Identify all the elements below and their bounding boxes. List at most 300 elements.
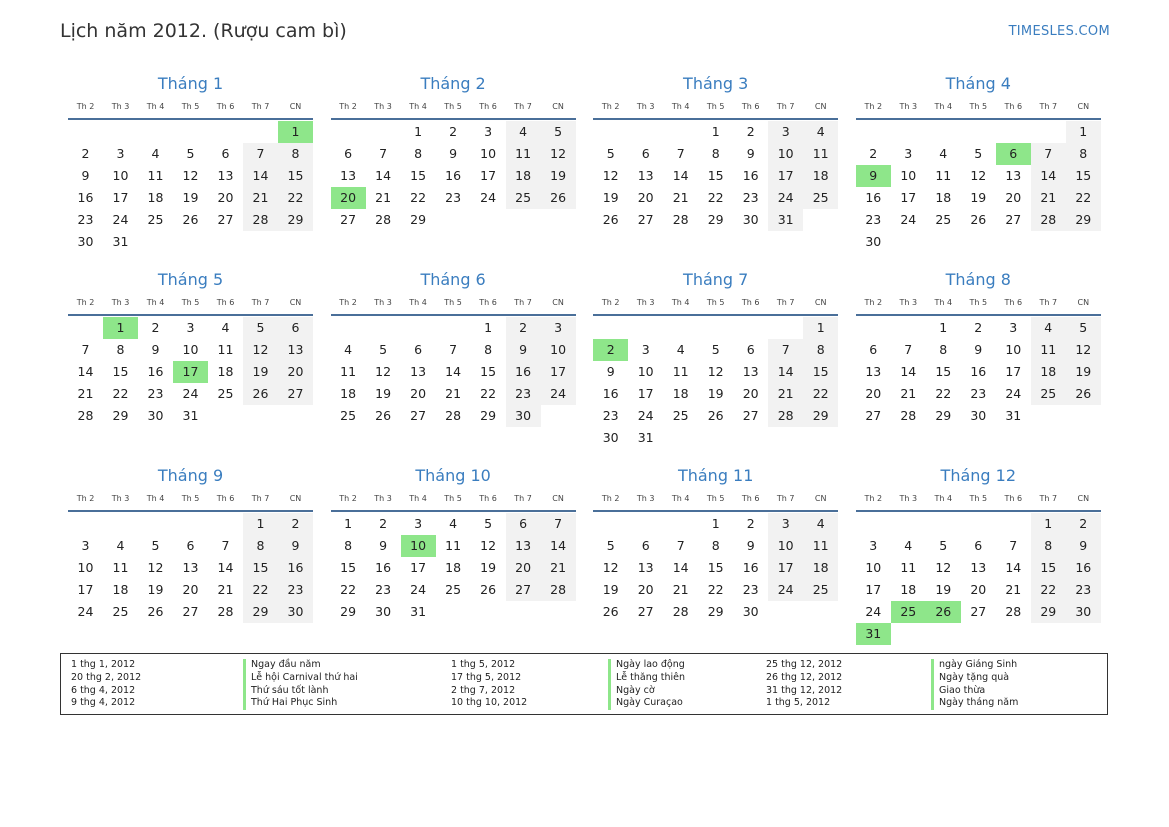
empty-cell <box>663 513 698 535</box>
day-cell: 27 <box>182 604 199 619</box>
legend-holiday-name: Ngày tặng quà <box>931 672 1117 685</box>
day-cell: 31 <box>637 430 654 445</box>
day-cell: 1 <box>344 516 353 531</box>
day-cell: 23 <box>742 190 759 205</box>
day-cell: 23 <box>742 582 759 597</box>
day-cell: 3 <box>116 146 125 161</box>
day-cell: 12 <box>243 339 278 361</box>
site-link[interactable]: TIMESLES.COM <box>1008 24 1110 39</box>
weekday-label: Th 4 <box>934 494 953 503</box>
weekday-label: CN <box>289 102 302 111</box>
day-cell: 3 <box>641 342 650 357</box>
day-cell: 20 <box>506 557 541 579</box>
empty-cell <box>891 317 926 339</box>
empty-cell <box>856 121 891 143</box>
legend-date: 9 thg 4, 2012 <box>71 697 136 709</box>
empty-cell <box>436 317 471 339</box>
weekday-label: Th 4 <box>671 102 690 111</box>
day-cell: 22 <box>480 386 497 401</box>
weekday-label: Th 3 <box>374 494 392 503</box>
day-cell: 21 <box>900 386 917 401</box>
day-cell: 25 <box>217 386 234 401</box>
day-cell: 7 <box>449 342 458 357</box>
day-cell: 6 <box>221 146 230 161</box>
day-cell: 1 <box>414 124 423 139</box>
day-cell: 27 <box>637 604 654 619</box>
day-cell: 10 <box>182 342 199 357</box>
day-cell: 26 <box>970 212 987 227</box>
weekday-label: Th 2 <box>76 298 95 307</box>
day-cell: 5 <box>243 317 278 339</box>
day-cell: 21 <box>541 557 576 579</box>
empty-cell <box>103 513 138 535</box>
day-cell: 26 <box>602 604 619 619</box>
header-rule <box>856 118 1101 120</box>
weekday-header <box>856 488 1101 510</box>
day-cell: 21 <box>445 386 462 401</box>
weekday-label: Th 6 <box>479 102 497 111</box>
weekday-label: Th 2 <box>864 494 883 503</box>
weekday-label: Th 6 <box>1004 494 1023 503</box>
day-cell: 11 <box>900 560 917 575</box>
day-cell: 22 <box>410 190 427 205</box>
day-cell: 13 <box>217 168 234 183</box>
weekday-label: Th 3 <box>636 102 655 111</box>
day-cell: 7 <box>81 342 90 357</box>
day-cell: 24 <box>77 604 94 619</box>
day-cell: 20 <box>410 386 427 401</box>
day-cell: 26 <box>1066 383 1101 405</box>
empty-cell <box>628 317 663 339</box>
holiday-day-cell: 10 <box>401 535 436 557</box>
day-cell: 30 <box>742 212 759 227</box>
day-cell: 16 <box>278 557 313 579</box>
day-cell: 8 <box>344 538 353 553</box>
day-cell: 9 <box>746 538 755 553</box>
day-cell: 23 <box>77 212 94 227</box>
day-cell: 15 <box>340 560 357 575</box>
weekday-label: Th 3 <box>111 102 130 111</box>
weekday-label: CN <box>814 298 827 307</box>
holiday-day-cell: 9 <box>856 165 891 187</box>
day-cell: 23 <box>1066 579 1101 601</box>
weekday-label: Th 3 <box>636 494 655 503</box>
empty-cell <box>103 121 138 143</box>
empty-cell <box>208 513 243 535</box>
day-cell: 27 <box>410 408 427 423</box>
empty-cell <box>593 317 628 339</box>
weekday-label: Th 6 <box>479 298 497 307</box>
day-cell: 13 <box>278 339 313 361</box>
empty-cell <box>926 513 961 535</box>
day-cell: 5 <box>186 146 195 161</box>
day-cell: 11 <box>935 168 952 183</box>
empty-cell <box>68 513 103 535</box>
day-cell: 19 <box>602 582 619 597</box>
weekday-label: Th 3 <box>899 102 918 111</box>
weekday-label: Th 3 <box>899 494 918 503</box>
legend-holiday-name: Lễ hội Carnival thứ hai <box>243 672 451 685</box>
weekday-label: Th 7 <box>514 494 532 503</box>
day-grid <box>68 317 313 427</box>
legend-date: 1 thg 5, 2012 <box>451 659 516 670</box>
day-cell: 21 <box>672 582 689 597</box>
weekday-label: Th 5 <box>444 102 462 111</box>
day-cell: 16 <box>742 560 759 575</box>
weekday-label: CN <box>1077 298 1090 307</box>
day-cell: 8 <box>1066 143 1101 165</box>
empty-cell <box>366 317 401 339</box>
day-cell: 3 <box>869 538 878 553</box>
day-cell: 30 <box>278 601 313 623</box>
day-cell: 12 <box>541 143 576 165</box>
day-cell: 4 <box>1031 317 1066 339</box>
legend-date: 25 thg 12, 2012 <box>766 659 843 670</box>
day-cell: 20 <box>182 582 199 597</box>
day-cell: 13 <box>637 168 654 183</box>
month-title: Tháng 11 <box>677 466 754 485</box>
day-cell: 25 <box>147 212 164 227</box>
day-cell: 13 <box>410 364 427 379</box>
day-cell: 3 <box>768 121 803 143</box>
day-cell: 28 <box>768 405 803 427</box>
day-cell: 31 <box>768 209 803 231</box>
day-cell: 2 <box>449 124 458 139</box>
weekday-label: Th 6 <box>479 494 497 503</box>
day-cell: 5 <box>974 146 983 161</box>
weekday-label: Th 6 <box>216 298 235 307</box>
day-cell: 10 <box>480 146 497 161</box>
day-cell: 21 <box>77 386 94 401</box>
weekday-label: Th 4 <box>146 298 165 307</box>
day-cell: 23 <box>970 386 987 401</box>
day-grid <box>593 317 838 449</box>
day-cell: 19 <box>480 560 497 575</box>
day-cell: 15 <box>112 364 129 379</box>
day-cell: 15 <box>1031 557 1066 579</box>
weekday-label: Th 7 <box>251 102 270 111</box>
day-cell: 1 <box>939 320 948 335</box>
day-cell: 5 <box>939 538 948 553</box>
day-cell: 2 <box>869 146 878 161</box>
day-cell: 19 <box>182 190 199 205</box>
weekday-label: Th 6 <box>216 102 235 111</box>
day-cell: 16 <box>147 364 164 379</box>
day-grid <box>856 513 1101 645</box>
weekday-label: Th 7 <box>776 298 795 307</box>
day-cell: 28 <box>1005 604 1022 619</box>
day-cell: 26 <box>375 408 392 423</box>
day-cell: 15 <box>1066 165 1101 187</box>
weekday-label: Th 2 <box>339 102 357 111</box>
weekday-label: Th 7 <box>1039 494 1058 503</box>
empty-cell <box>138 121 173 143</box>
day-cell: 8 <box>116 342 125 357</box>
day-cell: 19 <box>1066 361 1101 383</box>
day-cell: 12 <box>602 560 619 575</box>
day-cell: 12 <box>480 538 497 553</box>
day-cell: 1 <box>484 320 493 335</box>
day-cell: 5 <box>606 146 615 161</box>
weekday-label: Th 5 <box>181 102 200 111</box>
month-title: Tháng 12 <box>940 466 1017 485</box>
month-block <box>68 72 313 268</box>
day-cell: 29 <box>707 212 724 227</box>
day-cell: 30 <box>506 405 541 427</box>
day-cell: 29 <box>1031 601 1066 623</box>
day-grid <box>856 317 1101 427</box>
month-title: Tháng 4 <box>945 74 1011 93</box>
empty-cell <box>401 317 436 339</box>
day-grid <box>331 513 576 623</box>
day-cell: 17 <box>112 190 129 205</box>
legend-names-3 <box>931 659 1117 714</box>
day-cell: 28 <box>672 604 689 619</box>
empty-cell <box>173 513 208 535</box>
day-cell: 24 <box>112 212 129 227</box>
day-cell: 25 <box>1031 383 1066 405</box>
weekday-label: Th 2 <box>339 298 357 307</box>
day-cell: 30 <box>375 604 392 619</box>
weekday-label: Th 4 <box>409 298 427 307</box>
legend-holiday-name: Thứ sáu tốt lành <box>243 685 451 698</box>
empty-cell <box>926 121 961 143</box>
day-cell: 17 <box>900 190 917 205</box>
holiday-day-cell: 2 <box>593 339 628 361</box>
day-cell: 25 <box>340 408 357 423</box>
day-cell: 2 <box>151 320 160 335</box>
day-cell: 26 <box>602 212 619 227</box>
day-cell: 17 <box>865 582 882 597</box>
month-title: Tháng 10 <box>415 466 491 485</box>
day-cell: 27 <box>637 212 654 227</box>
day-cell: 1 <box>243 513 278 535</box>
day-cell: 28 <box>672 212 689 227</box>
day-cell: 15 <box>480 364 497 379</box>
day-cell: 18 <box>217 364 234 379</box>
month-block <box>331 464 576 660</box>
day-cell: 17 <box>480 168 497 183</box>
weekday-header <box>331 488 576 510</box>
day-cell: 8 <box>711 146 720 161</box>
day-cell: 12 <box>707 364 724 379</box>
day-cell: 20 <box>742 386 759 401</box>
weekday-header <box>856 292 1101 314</box>
day-cell: 27 <box>865 408 882 423</box>
day-cell: 17 <box>768 557 803 579</box>
weekday-label: Th 3 <box>374 102 392 111</box>
day-cell: 14 <box>77 364 94 379</box>
weekday-label: Th 6 <box>741 298 760 307</box>
day-cell: 25 <box>506 187 541 209</box>
day-cell: 6 <box>641 538 650 553</box>
day-cell: 1 <box>711 516 720 531</box>
day-cell: 14 <box>375 168 392 183</box>
month-title: Tháng 3 <box>683 74 749 93</box>
day-cell: 22 <box>112 386 129 401</box>
day-cell: 8 <box>1031 535 1066 557</box>
day-cell: 28 <box>77 408 94 423</box>
day-cell: 3 <box>1009 320 1018 335</box>
month-block <box>68 268 313 464</box>
day-cell: 13 <box>506 535 541 557</box>
header-rule <box>593 118 838 120</box>
day-cell: 3 <box>81 538 90 553</box>
day-cell: 14 <box>1031 165 1066 187</box>
empty-cell <box>996 513 1031 535</box>
day-cell: 24 <box>637 408 654 423</box>
day-cell: 4 <box>116 538 125 553</box>
day-cell: 2 <box>1066 513 1101 535</box>
day-cell: 5 <box>379 342 388 357</box>
day-cell: 15 <box>707 560 724 575</box>
day-cell: 10 <box>77 560 94 575</box>
day-cell: 22 <box>243 579 278 601</box>
day-cell: 20 <box>970 582 987 597</box>
day-cell: 18 <box>672 386 689 401</box>
day-cell: 27 <box>1005 212 1022 227</box>
day-cell: 21 <box>375 190 392 205</box>
day-cell: 16 <box>506 361 541 383</box>
day-cell: 9 <box>974 342 983 357</box>
day-cell: 24 <box>865 604 882 619</box>
weekday-label: Th 2 <box>76 494 95 503</box>
weekday-label: Th 2 <box>601 494 620 503</box>
holiday-day-cell: 20 <box>331 187 366 209</box>
day-cell: 27 <box>742 408 759 423</box>
empty-cell <box>996 121 1031 143</box>
holiday-day-cell: 25 <box>891 601 926 623</box>
holiday-legend <box>60 653 1108 715</box>
day-cell: 4 <box>449 516 458 531</box>
page-title: Lịch năm 2012. (Rượu cam bì) <box>60 20 347 42</box>
month-block <box>593 464 838 660</box>
weekday-label: CN <box>552 102 564 111</box>
day-cell: 1 <box>803 317 838 339</box>
day-cell: 19 <box>707 386 724 401</box>
day-cell: 10 <box>112 168 129 183</box>
legend-date: 26 thg 12, 2012 <box>766 671 843 683</box>
legend-holiday-name: Ngày tháng năm <box>931 697 1117 710</box>
day-cell: 11 <box>340 364 357 379</box>
day-cell: 2 <box>506 317 541 339</box>
month-title: Tháng 7 <box>683 270 749 289</box>
holiday-day-cell: 17 <box>173 361 208 383</box>
day-cell: 11 <box>803 143 838 165</box>
day-cell: 27 <box>217 212 234 227</box>
day-cell: 4 <box>939 146 948 161</box>
day-cell: 18 <box>1031 361 1066 383</box>
day-cell: 27 <box>506 579 541 601</box>
holiday-day-cell: 1 <box>278 121 313 143</box>
weekday-label: CN <box>289 494 302 503</box>
day-cell: 26 <box>147 604 164 619</box>
day-cell: 16 <box>742 168 759 183</box>
empty-cell <box>891 121 926 143</box>
day-cell: 4 <box>676 342 685 357</box>
day-cell: 5 <box>484 516 493 531</box>
day-cell: 15 <box>935 364 952 379</box>
day-cell: 20 <box>1005 190 1022 205</box>
day-cell: 29 <box>340 604 357 619</box>
weekday-label: Th 4 <box>934 298 953 307</box>
legend-holiday-name: Ngày cờ <box>608 685 766 698</box>
day-cell: 29 <box>1066 209 1101 231</box>
day-cell: 22 <box>278 187 313 209</box>
day-cell: 28 <box>1031 209 1066 231</box>
month-title: Tháng 2 <box>420 74 486 93</box>
day-cell: 11 <box>672 364 689 379</box>
day-cell: 8 <box>278 143 313 165</box>
day-cell: 7 <box>1031 143 1066 165</box>
day-cell: 17 <box>541 361 576 383</box>
day-cell: 13 <box>865 364 882 379</box>
day-cell: 5 <box>606 538 615 553</box>
weekday-label: Th 5 <box>706 494 725 503</box>
header-rule <box>68 314 313 316</box>
day-cell: 22 <box>1066 187 1101 209</box>
holiday-day-cell: 6 <box>996 143 1031 165</box>
day-cell: 22 <box>707 190 724 205</box>
holiday-day-cell: 1 <box>103 317 138 339</box>
day-cell: 25 <box>672 408 689 423</box>
month-title: Tháng 8 <box>945 270 1011 289</box>
day-cell: 21 <box>1031 187 1066 209</box>
weekday-header <box>593 488 838 510</box>
empty-cell <box>768 317 803 339</box>
weekday-label: Th 2 <box>601 102 620 111</box>
day-cell: 5 <box>151 538 160 553</box>
legend-date: 6 thg 4, 2012 <box>71 684 136 696</box>
header-rule <box>331 510 576 512</box>
weekday-label: Th 4 <box>146 102 165 111</box>
legend-names-1 <box>243 659 451 714</box>
day-cell: 24 <box>410 582 427 597</box>
day-cell: 18 <box>803 165 838 187</box>
day-cell: 16 <box>375 560 392 575</box>
day-cell: 28 <box>243 209 278 231</box>
empty-cell <box>593 513 628 535</box>
day-cell: 10 <box>900 168 917 183</box>
header-rule <box>68 118 313 120</box>
empty-cell <box>243 121 278 143</box>
weekday-label: CN <box>289 298 302 307</box>
weekday-label: Th 7 <box>1039 298 1058 307</box>
legend-date: 17 thg 5, 2012 <box>451 671 522 683</box>
day-cell: 7 <box>676 538 685 553</box>
legend-dates-1 <box>71 659 243 714</box>
header-rule <box>593 314 838 316</box>
day-cell: 3 <box>414 516 423 531</box>
day-cell: 9 <box>379 538 388 553</box>
day-cell: 17 <box>410 560 427 575</box>
day-cell: 13 <box>1005 168 1022 183</box>
legend-holiday-name: Thứ Hai Phục Sinh <box>243 697 451 710</box>
day-cell: 30 <box>1066 601 1101 623</box>
day-grid <box>593 513 838 623</box>
weekday-label: Th 2 <box>864 298 883 307</box>
day-cell: 29 <box>243 601 278 623</box>
weekday-label: Th 5 <box>444 494 462 503</box>
day-cell: 10 <box>768 535 803 557</box>
weekday-label: Th 7 <box>514 298 532 307</box>
day-cell: 21 <box>768 383 803 405</box>
day-cell: 29 <box>278 209 313 231</box>
day-cell: 19 <box>970 190 987 205</box>
day-cell: 18 <box>112 582 129 597</box>
day-cell: 10 <box>865 560 882 575</box>
empty-cell <box>628 513 663 535</box>
